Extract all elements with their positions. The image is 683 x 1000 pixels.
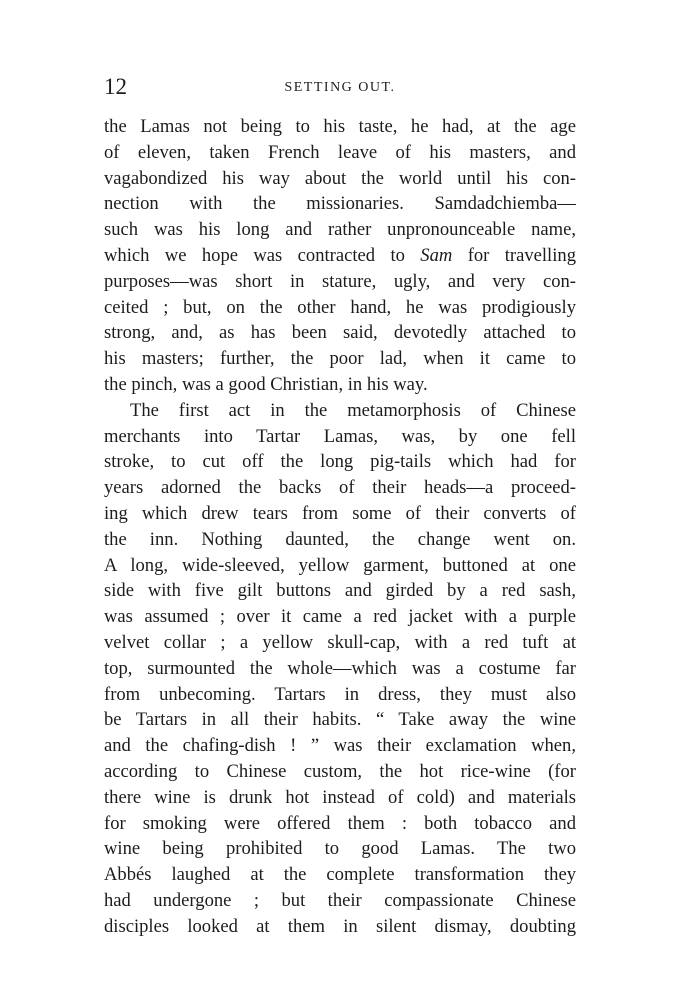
text-line: years adorned the backs of their heads—a proceed- — [104, 477, 576, 499]
body-text — [104, 114, 576, 940]
text-line: his masters; further, the poor lad, when it came to — [104, 348, 576, 370]
text-line: disciples looked at them in silent dismay, doubting — [104, 915, 576, 937]
text-line: for smoking were offered them : both tobacco and — [104, 812, 576, 834]
text-line: Abbés laughed at the complete transformation they — [104, 864, 576, 886]
text-line: had undergone ; but their compassionate Chinese — [104, 889, 576, 911]
text-line: strong, and, as has been said, devotedly attached to — [104, 322, 576, 344]
text-line: ceited ; but, on the other hand, he was prodigiously — [104, 296, 576, 318]
text-line: the pinch, was a good Christian, in his way. — [104, 373, 428, 395]
paragraph-1 — [104, 114, 576, 398]
text-line: of eleven, taken French leave of his masters, and — [104, 141, 576, 163]
page-header — [104, 74, 576, 102]
text-line — [104, 243, 576, 269]
text-line-start: which we hope was contracted to — [104, 244, 405, 266]
text-line: be Tartars in all their habits. “ Take away the wine — [104, 709, 576, 731]
text-line: stroke, to cut off the long pig-tails which had for — [104, 451, 576, 473]
text-line: velvet collar ; a yellow skull-cap, with a red tuft at — [104, 631, 576, 653]
text-line: The first act in the metamorphosis of Chinese — [130, 399, 576, 421]
text-line: was assumed ; over it came a red jacket with a purple — [104, 606, 576, 628]
text-line: vagabondized his way about the world until his con- — [104, 167, 576, 189]
text-line: and the chafing-dish ! ” was their exclamation when, — [104, 735, 576, 757]
page-number: 12 — [104, 74, 127, 99]
text-line: ing which drew tears from some of their converts of — [104, 502, 576, 524]
text-line: top, surmounted the whole—which was a costume far — [104, 657, 576, 679]
text-line: merchants into Tartar Lamas, was, by one fell — [104, 425, 576, 447]
text-line: side with five gilt buttons and girded by a red sash, — [104, 580, 576, 602]
text-line: the Lamas not being to his taste, he had, at the age — [104, 116, 576, 137]
running-title: SETTING OUT. — [284, 80, 396, 95]
text-line: there wine is drunk hot instead of cold) and materials — [104, 786, 576, 808]
text-line: A long, wide-sleeved, yellow garment, buttoned at one — [104, 554, 576, 576]
text-line-end: for travelling — [467, 244, 576, 266]
text-line: from unbecoming. Tartars in dress, they must also — [104, 683, 576, 705]
paragraph-2 — [104, 398, 576, 940]
text-line: the inn. Nothing daunted, the change went on. — [104, 528, 576, 550]
text-line: purposes—was short in stature, ugly, and very con- — [104, 270, 576, 292]
text-line: wine being prohibited to good Lamas. The two — [104, 838, 576, 860]
text-line: nection with the missionaries. Samdadchiemba— — [104, 193, 576, 215]
text-line: according to Chinese custom, the hot rice-wine (for — [104, 760, 576, 782]
italic-name: Sam — [420, 244, 453, 266]
text-line: such was his long and rather unpronounceable name, — [104, 219, 576, 241]
